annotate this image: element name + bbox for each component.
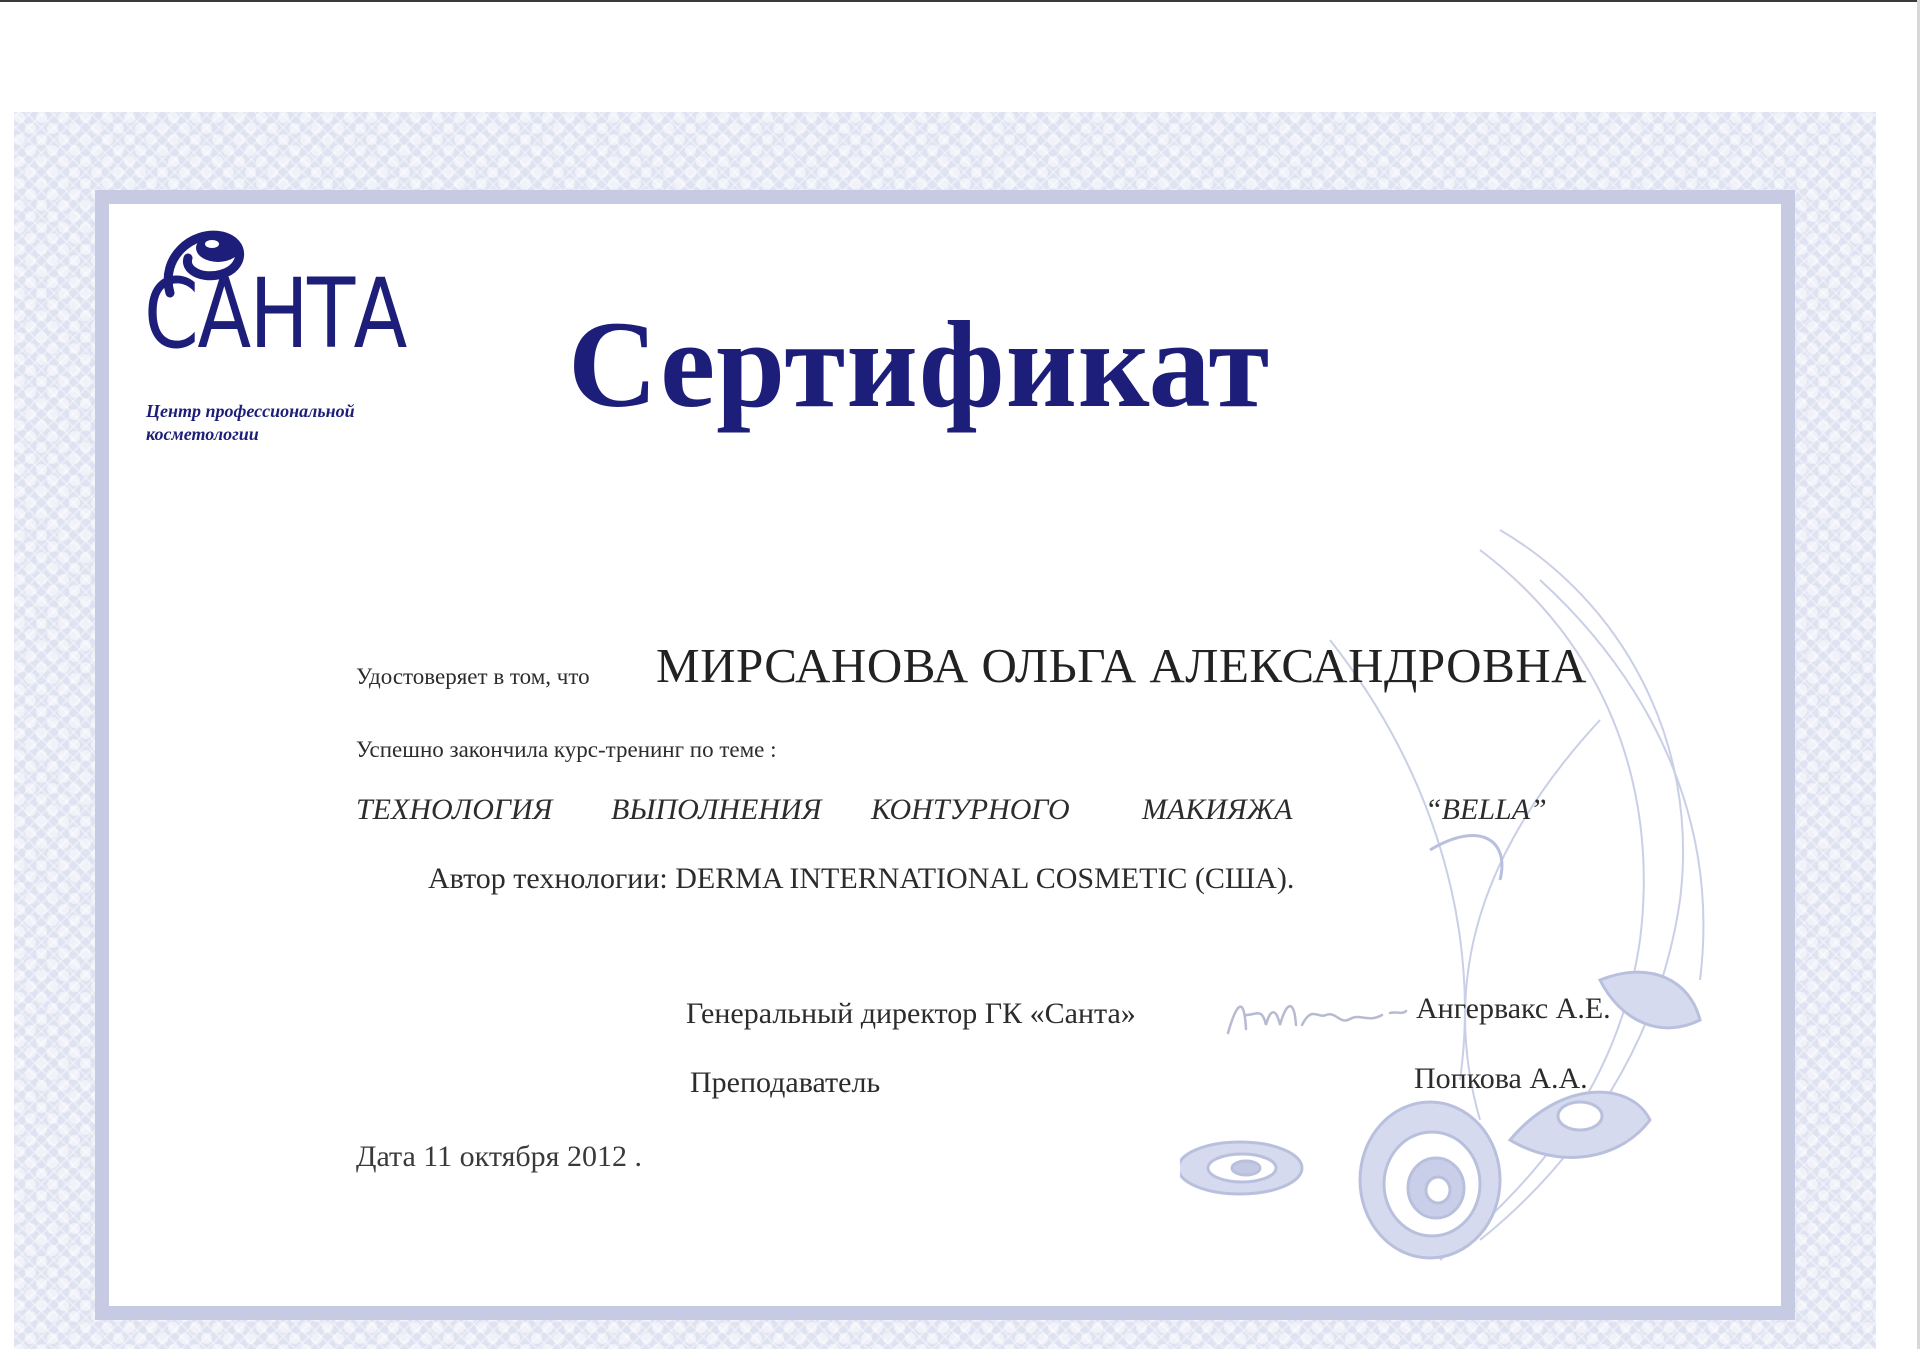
director-title: Генеральный директор ГК «Санта»: [686, 997, 1136, 1030]
logo-subtitle-line-2: косметологии: [146, 424, 259, 444]
teacher-name: Попкова А.А.: [1414, 1062, 1588, 1095]
recipient-name: МИРСАНОВА ОЛЬГА АЛЕКСАНДРОВНА: [656, 638, 1588, 693]
course-word-1: ТЕХНОЛОГИЯ: [356, 793, 553, 826]
certificate-title: Сертификат: [568, 296, 1271, 433]
course-word-5: “BELLA”: [1425, 793, 1547, 826]
technology-author: Автор технологии: DERMA INTERNATIONAL COSMETIC (США).: [428, 862, 1295, 895]
director-signature-image: [1222, 985, 1412, 1045]
santa-logo: [132, 218, 432, 468]
certifies-label: Удостоверяет в том, что: [356, 664, 590, 689]
logo-subtitle-line-1: Центр профессиональной: [146, 401, 355, 421]
logo-subtitle: [146, 400, 446, 446]
course-word-4: МАКИЯЖА: [1142, 793, 1293, 826]
completed-course-label: Успешно закончила курс-тренинг по теме :: [356, 737, 777, 762]
logo-wordmark: CАНТА: [144, 258, 406, 370]
teacher-title: Преподаватель: [690, 1066, 881, 1099]
course-word-2: ВЫПОЛНЕНИЯ: [611, 793, 822, 826]
issue-date: Дата 11 октября 2012 .: [356, 1140, 642, 1173]
scan-top-edge: [0, 0, 1920, 2]
course-word-3: КОНТУРНОГО: [871, 793, 1070, 826]
director-name: Ангервакс А.Е.: [1416, 992, 1611, 1025]
